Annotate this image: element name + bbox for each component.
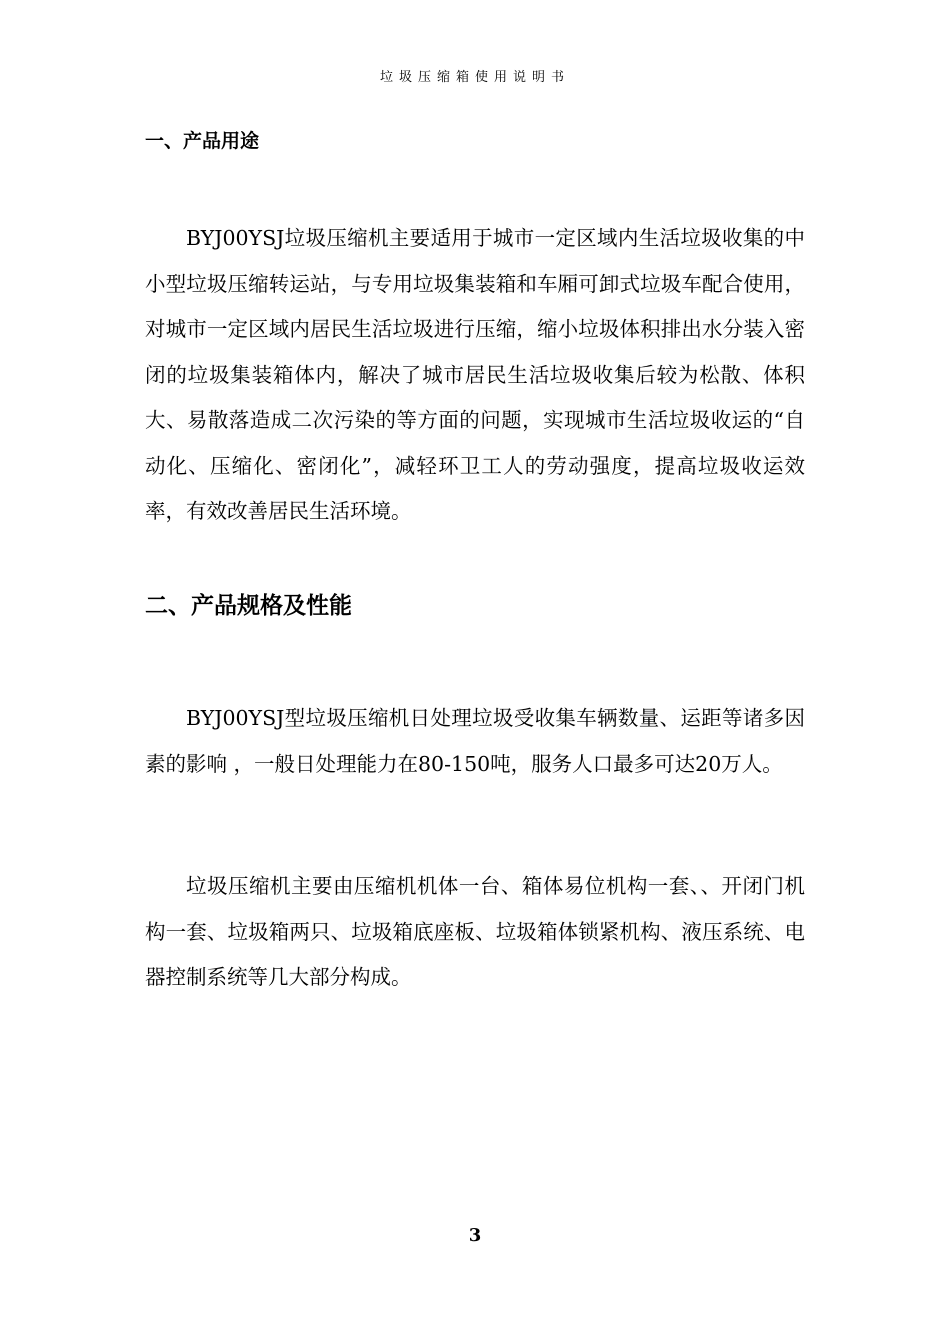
paragraph-components: 垃圾压缩机主要由压缩机机体一台、箱体易位机构一套、、开闭门机构一套、垃圾箱两只、垃圾箱底座板、垃圾箱体锁紧机构、液压系统、电器控制系统等几大部分构成。	[145, 874, 805, 989]
paragraph-daily-capacity: BYJ00YSJ型垃圾压缩机日处理垃圾受收集车辆数量、运距等诸多因素的影响 ，一般日处理能力在80-150吨，服务人口最多可达20万人。	[145, 706, 805, 776]
page-number: 3	[468, 1225, 482, 1246]
section-heading-specs-performance: 二、产品规格及性能	[145, 593, 352, 619]
paragraph-product-use: BYJ00YSJ垃圾压缩机主要适用于城市一定区域内生活垃圾收集的中小型垃圾压缩转运站，与专用垃圾集装箱和车厢可卸式垃圾车配合使用，对城市一定区域内居民生活垃圾进行压缩，缩小垃圾体积排出水分装入密闭的垃圾集装箱体内，解决了城市居民生活垃圾收集后较为松散、体积大、易散落造成二次污染的等方面的问题，实现城市生活垃圾收运的“自动化、压缩化、密闭化”，减轻环卫工人的劳动强度，提高垃圾收运效率，有效改善居民生活环境。	[145, 226, 805, 523]
section-heading-product-use: 一、产品用途	[145, 130, 260, 152]
running-header: 垃圾压缩箱使用说明书	[379, 70, 570, 85]
